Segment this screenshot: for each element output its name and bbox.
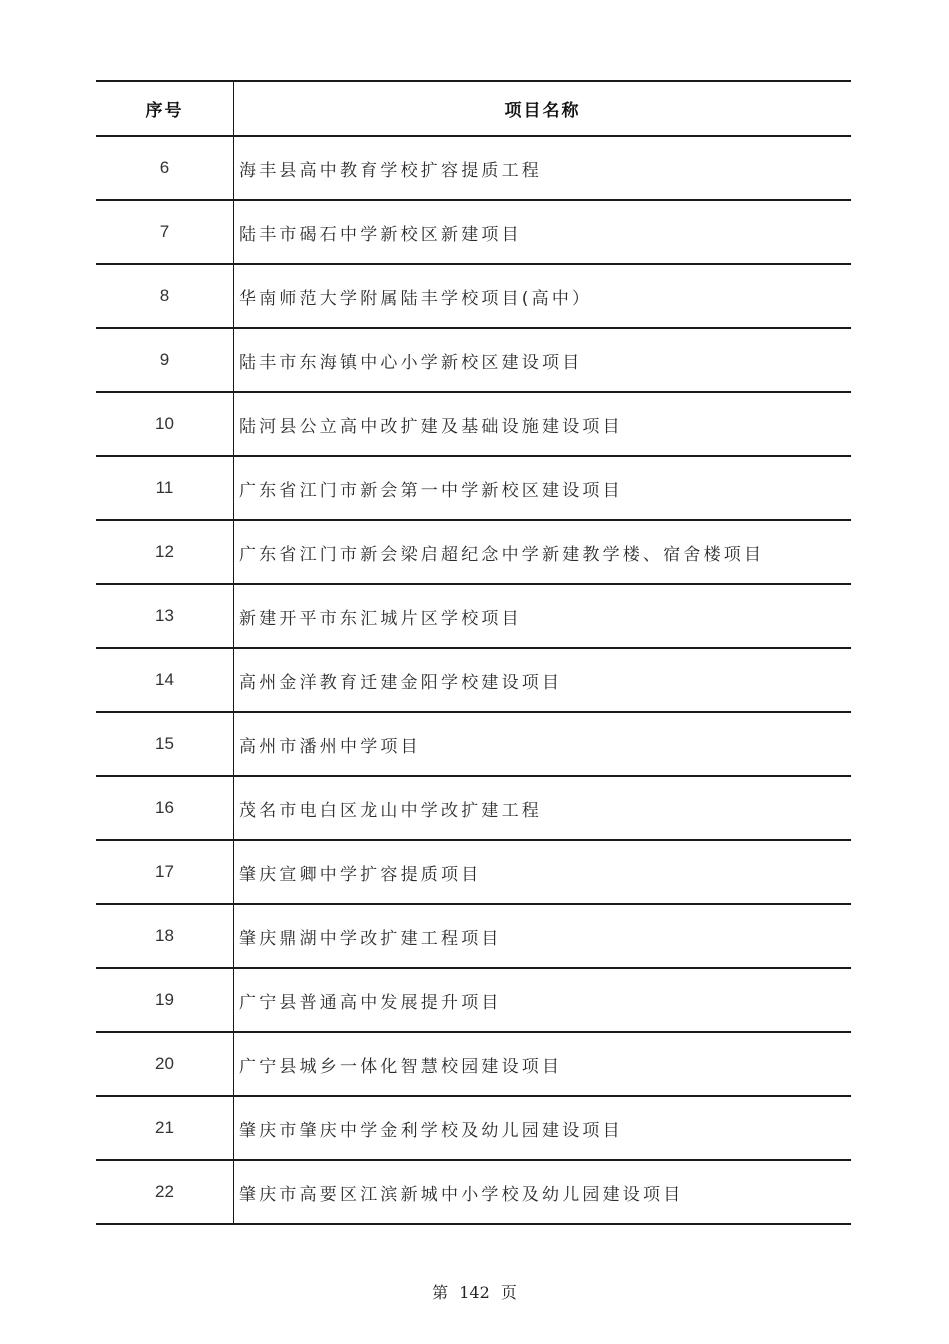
row-project-name: 广宁县城乡一体化智慧校园建设项目 — [239, 1056, 563, 1077]
row-number: 22 — [96, 1161, 234, 1223]
table-row — [96, 969, 851, 1033]
table-row — [96, 585, 851, 649]
table-row — [96, 1161, 851, 1225]
table-row — [96, 777, 851, 841]
table-row — [96, 521, 851, 585]
row-number: 21 — [96, 1097, 234, 1159]
row-number: 11 — [96, 457, 234, 519]
row-number: 16 — [96, 777, 234, 839]
table-row — [96, 649, 851, 713]
row-project-name: 新建开平市东汇城片区学校项目 — [239, 608, 522, 629]
row-project-name: 陆丰市东海镇中心小学新校区建设项目 — [239, 352, 583, 373]
row-project-name: 陆丰市碣石中学新校区新建项目 — [239, 224, 522, 245]
row-project-name: 广东省江门市新会第一中学新校区建设项目 — [239, 480, 623, 501]
row-number: 19 — [96, 969, 234, 1031]
row-number: 8 — [96, 265, 234, 327]
row-project-name: 高州金洋教育迁建金阳学校建设项目 — [239, 672, 563, 693]
table-row — [96, 1097, 851, 1161]
row-project-name: 肇庆宣卿中学扩容提质项目 — [239, 864, 482, 885]
table-row — [96, 201, 851, 265]
row-project-name: 广宁县普通高中发展提升项目 — [239, 992, 502, 1013]
row-number: 13 — [96, 585, 234, 647]
row-project-name: 肇庆市肇庆中学金利学校及幼儿园建设项目 — [239, 1120, 623, 1141]
row-project-name: 海丰县高中教育学校扩容提质工程 — [239, 160, 542, 181]
table-row — [96, 713, 851, 777]
row-project-name: 广东省江门市新会梁启超纪念中学新建教学楼、宿舍楼项目 — [239, 544, 765, 565]
table-row — [96, 393, 851, 457]
row-number: 10 — [96, 393, 234, 455]
row-number: 12 — [96, 521, 234, 583]
row-number: 6 — [96, 137, 234, 199]
row-project-name: 肇庆鼎湖中学改扩建工程项目 — [239, 928, 502, 949]
table-row — [96, 137, 851, 201]
row-number: 20 — [96, 1033, 234, 1095]
row-number: 15 — [96, 713, 234, 775]
header-project-name: 项目名称 — [504, 101, 581, 121]
table-row — [96, 841, 851, 905]
table-row — [96, 905, 851, 969]
row-project-name: 高州市潘州中学项目 — [239, 736, 421, 757]
project-table — [96, 80, 851, 1225]
row-number: 7 — [96, 201, 234, 263]
row-project-name: 茂名市电白区龙山中学改扩建工程 — [239, 800, 542, 821]
header-number: 序号 — [96, 82, 234, 135]
row-number: 18 — [96, 905, 234, 967]
row-project-name: 肇庆市高要区江滨新城中小学校及幼儿园建设项目 — [239, 1184, 684, 1205]
row-project-name: 华南师范大学附属陆丰学校项目(高中） — [239, 288, 593, 309]
row-number: 14 — [96, 649, 234, 711]
table-header-row — [96, 80, 851, 137]
page-number: 第 142 页 — [432, 1283, 517, 1302]
table-row — [96, 329, 851, 393]
table-row — [96, 265, 851, 329]
row-number: 17 — [96, 841, 234, 903]
row-project-name: 陆河县公立高中改扩建及基础设施建设项目 — [239, 416, 623, 437]
table-row — [96, 457, 851, 521]
row-number: 9 — [96, 329, 234, 391]
table-row — [96, 1033, 851, 1097]
